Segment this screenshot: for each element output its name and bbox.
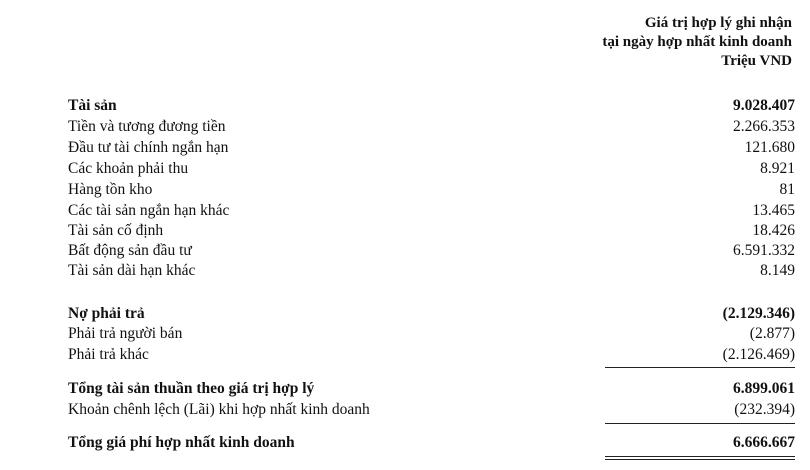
asset-row [68, 138, 795, 158]
asset-label: Hàng tồn kho [68, 181, 153, 198]
assets-total-row [68, 96, 795, 116]
asset-label: Các tài sản ngắn hạn khác [68, 202, 230, 219]
liability-label: Phải trả khác [68, 346, 149, 363]
asset-value: 8.149 [760, 262, 795, 279]
asset-row [68, 180, 795, 200]
asset-row [68, 241, 795, 261]
asset-value: 121.680 [744, 139, 795, 156]
difference-value: (232.394) [734, 401, 795, 418]
asset-label: Bất động sản đầu tư [68, 242, 192, 259]
asset-value: 2.266.353 [733, 118, 795, 135]
grand-total-double-rule [605, 456, 795, 460]
asset-value: 6.591.332 [733, 242, 795, 259]
liability-value: (2.126.469) [722, 346, 795, 363]
total-cost-row [68, 433, 795, 453]
liabilities-total-value: (2.129.346) [722, 305, 795, 322]
asset-label: Các khoản phải thu [68, 160, 189, 177]
asset-row [68, 159, 795, 179]
assets-total-value: 9.028.407 [733, 97, 795, 114]
assets-title: Tài sản [68, 97, 117, 114]
difference-label: Khoản chênh lệch (Lãi) khi hợp nhất kinh doanh [68, 401, 370, 418]
subtotal-rule [605, 367, 795, 368]
total-rule [605, 423, 795, 424]
net-assets-value: 6.899.061 [733, 380, 795, 397]
asset-row [68, 261, 795, 281]
total-cost-value: 6.666.667 [733, 434, 795, 451]
net-assets-row [68, 379, 795, 399]
asset-value: 81 [779, 181, 795, 198]
liability-row [68, 324, 795, 344]
column-header-line-1: Giá trị hợp lý ghi nhận [644, 15, 792, 31]
asset-row [68, 117, 795, 137]
asset-label: Tài sản cố định [68, 222, 164, 239]
asset-value: 13.465 [752, 202, 795, 219]
asset-label: Tài sản dài hạn khác [68, 262, 196, 279]
liabilities-total-row [68, 304, 795, 324]
net-assets-label: Tổng tài sản thuần theo giá trị hợp lý [68, 380, 315, 397]
asset-label: Tiền và tương đương tiền [68, 118, 226, 135]
total-cost-label: Tổng giá phí hợp nhất kinh doanh [68, 434, 295, 451]
asset-value: 8.921 [760, 160, 795, 177]
asset-value: 18.426 [752, 222, 795, 239]
liability-value: (2.877) [749, 325, 795, 342]
column-header [602, 14, 792, 71]
liability-label: Phải trả người bán [68, 325, 183, 342]
asset-row [68, 221, 795, 241]
difference-row [68, 400, 795, 420]
asset-label: Đầu tư tài chính ngắn hạn [68, 139, 229, 156]
asset-row [68, 201, 795, 221]
liabilities-title: Nợ phải trả [68, 305, 145, 322]
liability-row [68, 345, 795, 365]
column-header-line-2: tại ngày hợp nhất kinh doanh [602, 34, 792, 50]
column-header-unit: Triệu VND [721, 53, 792, 69]
